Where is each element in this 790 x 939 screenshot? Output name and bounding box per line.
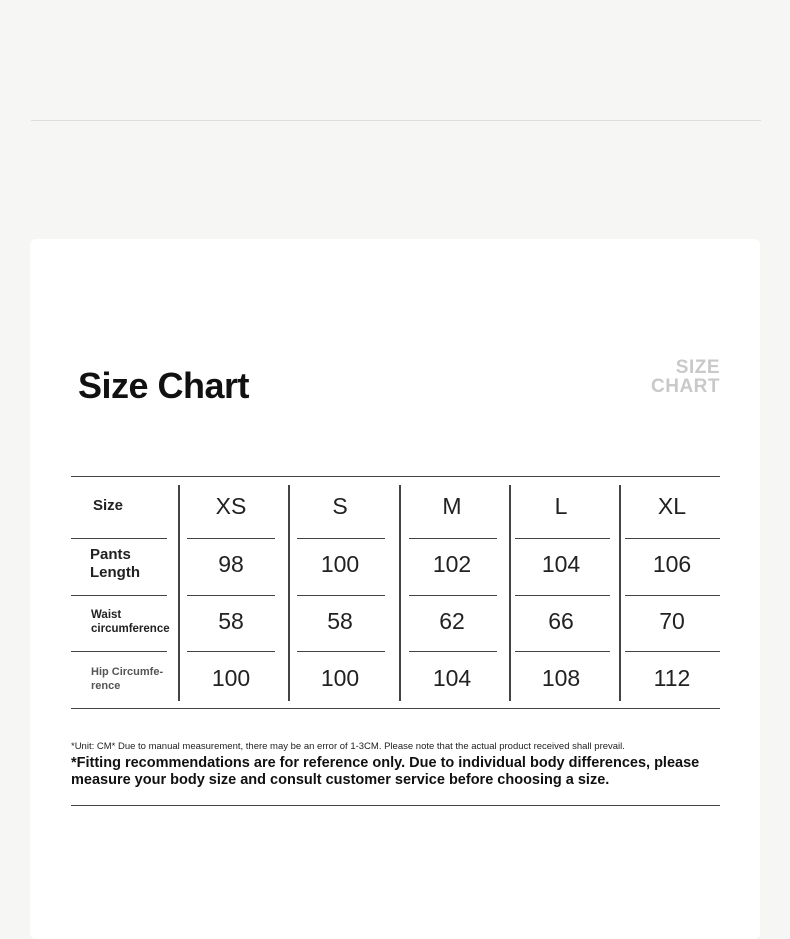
row-label-2: Waist circumference <box>91 609 170 635</box>
size-cell: 106 <box>652 551 692 577</box>
column-divider <box>399 485 401 701</box>
fitting-note: *Fitting recommendations are for reference only. Due to individual body differences, please measure your body size and consult customer service before choosing a size. <box>71 755 700 788</box>
size-header-xl: XL <box>657 493 687 519</box>
size-cell: 100 <box>320 551 360 577</box>
size-cell: 62 <box>439 608 465 634</box>
row-separator <box>297 651 385 652</box>
page-title: Size Chart <box>78 365 250 406</box>
size-cell: 102 <box>432 551 472 577</box>
size-cell: 100 <box>211 665 251 691</box>
row-separator <box>71 538 167 539</box>
size-header-s: S <box>332 493 348 519</box>
header-size-label: Size <box>93 497 124 514</box>
row-separator <box>625 651 720 652</box>
row-separator <box>409 595 497 596</box>
row-separator <box>297 595 385 596</box>
size-cell: 104 <box>432 665 472 691</box>
row-separator <box>515 538 610 539</box>
size-cell: 112 <box>653 665 691 691</box>
size-header-l: L <box>554 493 568 519</box>
row-separator <box>297 538 385 539</box>
table-bottom-rule <box>71 708 720 709</box>
row-separator <box>515 651 610 652</box>
row-separator <box>187 651 275 652</box>
size-cell: 58 <box>327 608 353 634</box>
row-separator <box>71 651 167 652</box>
row-separator <box>515 595 610 596</box>
watermark-line-1: SIZE <box>675 357 720 378</box>
row-separator <box>625 538 720 539</box>
top-divider <box>31 120 761 121</box>
size-cell: 70 <box>659 608 685 634</box>
row-label-3: Hip Circumfe- rence <box>91 666 164 692</box>
size-chart-watermark <box>651 358 720 396</box>
size-chart-card <box>30 239 760 939</box>
unit-note: *Unit: CM* Due to manual measurement, there may be an error of 1-3CM. Please note that the actual product received shall prevail. <box>71 741 625 752</box>
size-cell: 108 <box>541 665 581 691</box>
table-top-rule <box>71 476 720 477</box>
row-separator <box>187 538 275 539</box>
size-header-m: M <box>442 493 462 519</box>
row-separator <box>71 595 167 596</box>
column-divider <box>619 485 621 701</box>
row-separator <box>625 595 720 596</box>
size-cell: 98 <box>218 551 244 577</box>
size-header-xs: XS <box>215 493 247 519</box>
row-label-1: Pants Length <box>90 546 140 581</box>
size-cell: 100 <box>320 665 360 691</box>
size-cell: 104 <box>541 551 581 577</box>
row-separator <box>409 651 497 652</box>
size-cell: 58 <box>218 608 244 634</box>
row-separator <box>409 538 497 539</box>
bottom-divider <box>71 805 720 806</box>
column-divider <box>288 485 290 701</box>
watermark-line-2: CHART <box>651 376 720 397</box>
column-divider <box>509 485 511 701</box>
size-cell: 66 <box>548 608 574 634</box>
row-separator <box>187 595 275 596</box>
